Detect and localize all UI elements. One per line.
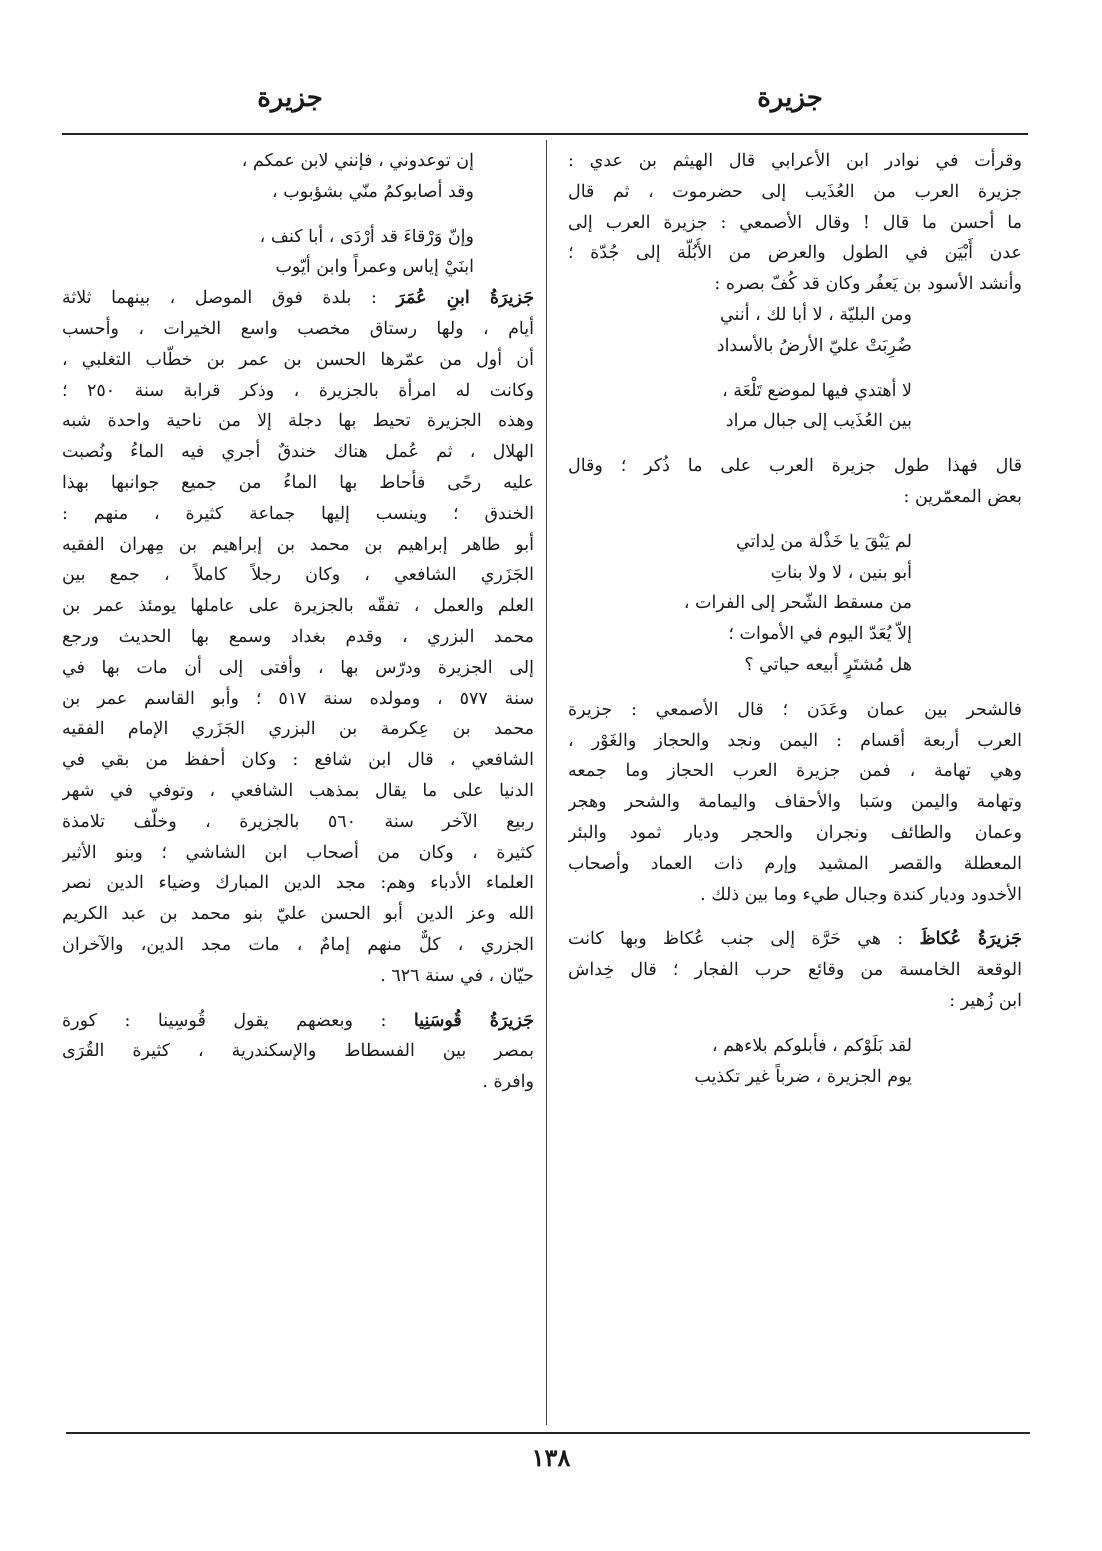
text-line: عليه رحًى فأحاط بها الماءُ من جميع جوانبها بهذا xyxy=(62,472,534,493)
entry-headword: جَزيرَةُ عُكاظَ xyxy=(919,929,1022,950)
text-line: أيام ، ولها رستاق مخصب واسع الخيرات ، وأحسب xyxy=(62,318,534,339)
text-line: قال فهذا طول جزيرة العرب على ما ذُكر ؛ وقال xyxy=(568,456,1022,477)
verse-line: إلاّ يُعَدّ اليوم في الأموات ؛ xyxy=(728,624,912,645)
text-line: محمد بن عِكرمة بن البزري الجَزَري الإمام الفقيه xyxy=(62,719,534,740)
verse-line: ابنَيْ إياس وعمراً وابن أيّوب xyxy=(275,257,474,278)
text-line: العلماء الأدباء وهم: مجد الدين المبارك وضياء الدين نصر xyxy=(62,873,534,894)
verse-line: ضُرِبَتْ عليّ الأرضُ بالأسداد xyxy=(716,335,912,356)
text-line: عدن أَبْيَن في الطول والعرض من الأُبُلّة إلى جُدّة ؛ xyxy=(568,243,1022,264)
text-line: الهلال ، ثم عُمل هناك خندقٌ أجري فيه الماءُ ونُصبت xyxy=(62,442,534,463)
text-line: أن أول من عمّرها الحسن بن عمر بن خطّاب التغلبي ، xyxy=(62,349,534,370)
text-line: الجَزَري الشافعي ، وكان رجلاً كاملاً ، جمع بين xyxy=(62,565,534,586)
text-line: الجزري ، كلٌّ منهم إمامٌ ، مات مجد الدين، والآخران xyxy=(62,934,534,955)
verse-line: ومن البليّة ، لا أبا لك ، أنني xyxy=(719,304,912,325)
text-line: بمصر بين الفسطاط والإسكندرية ، كثيرة القُرَى xyxy=(62,1041,534,1062)
verse xyxy=(568,300,1022,437)
text-line: فالشحر بين عمان وعَدَن ؛ قال الأصمعي : جزيرة xyxy=(568,699,1022,720)
footer-rule xyxy=(66,1432,1030,1434)
verse-line: لا أهتدي فيها لموضع تَلْعَة ، xyxy=(722,380,912,401)
entry-paragraph xyxy=(62,283,534,991)
text-line: إلى الجزيرة ودرّس بها ، وأفتى إلى أن مات بها في xyxy=(62,657,534,678)
verse xyxy=(568,527,1022,681)
verse-line: وقد أصابوكمُ منّي بشؤبوب ، xyxy=(272,181,474,202)
text-line: وهي تهامة ، فمن جزيرة العرب الحجاز وما جمعه xyxy=(568,761,1022,782)
entry-paragraph xyxy=(568,924,1022,1016)
text-line: حيّان ، في سنة ٦٢٦ . xyxy=(380,965,534,986)
verse-line: لقد بَلَوْكم ، فأبلوكم بلاءهم ، xyxy=(712,1035,912,1056)
text-line: محمد البزري ، وقدم بغداد وسمع بها الحديث ورجع xyxy=(62,626,534,647)
paragraph xyxy=(568,695,1022,911)
text-line: وقرأت في نوادر ابن الأعرابي قال الهيثم بن عدي : xyxy=(568,151,1022,171)
entry-text: : هي حَرَّة إلى جنب عُكاظ وبها كانت xyxy=(568,929,920,950)
verse xyxy=(568,1031,1022,1093)
verse-line: هل مُشتَرٍ أبيعه حياتي ؟ xyxy=(744,654,912,675)
right-column xyxy=(568,146,1022,1426)
paragraph xyxy=(568,451,1022,513)
verse-line: أبو بنين ، لا ولا بناتِ xyxy=(770,562,912,583)
entry-headword: جَزيرَةُ ابنِ عُمَرَ xyxy=(396,288,534,309)
text-line: الخندق ؛ وينسب إليها جماعة كثيرة ، منهم : xyxy=(62,503,534,524)
entry-paragraph xyxy=(62,1006,534,1098)
text-line: العرب أربعة أقسام : اليمن ونجد والحجاز والغَوْر ، xyxy=(568,730,1022,751)
text-line: وأنشد الأسود بن يَعفُر وكان قد كُفّ بصره : xyxy=(714,274,1022,295)
page-number: ١٣٨ xyxy=(531,1443,571,1472)
text-line: وكانت له امرأة بالجزيرة ، وذكر قرابة سنة ٢٥٠ ؛ xyxy=(62,380,534,401)
text-line: الله وعز الدين أبو الحسن عليّ بنو محمد بن عبد الكريم xyxy=(62,904,534,925)
running-head-left: جزيرة xyxy=(257,83,323,113)
text-line xyxy=(568,924,1022,955)
text-line: وتهامة واليمن وسَبا والأحقاف واليمامة والشحر وهجر xyxy=(568,792,1022,813)
entry-text: : بلدة فوق الموصل ، بينهما ثلاثة xyxy=(62,288,397,309)
running-head-right: جزيرة xyxy=(757,83,823,113)
column-divider xyxy=(546,140,547,1425)
header-rule xyxy=(62,133,1028,135)
verse-line: يوم الجزيرة ، ضرباً غير تكذيب xyxy=(694,1066,912,1087)
text-line: العلم والعمل ، تفقّه بالجزيرة على عاملها يومئذ عمر بن xyxy=(62,596,534,617)
text-line: أبو طاهر إبراهيم بن محمد بن إبراهيم بن مِهران الفقيه xyxy=(62,534,534,555)
verse-line: وإنّ وَرْقاءَ قد أرْدَى ، أبا كنف ، xyxy=(259,226,474,247)
verse-line: إن توعدوني ، فإنني لابن عمكم ، xyxy=(241,151,474,171)
verse-line: من مسقط الشّحر إلى الفرات ، xyxy=(683,593,912,614)
text-line: بعض المعمّرين : xyxy=(903,486,1022,507)
text-line: ما أحسن ما قال ! وقال الأصمعي : جزيرة العرب إلى xyxy=(568,212,1022,233)
text-line: وعمان والطائف ونجران والحجر وديار ثمود والبئر xyxy=(568,822,1022,843)
text-line: وافرة . xyxy=(482,1072,534,1093)
left-column xyxy=(62,146,534,1426)
text-line: ابن زُهير : xyxy=(949,990,1022,1011)
text-line xyxy=(62,1006,534,1037)
text-line: جزيرة العرب من العُذَيب إلى حضرموت ، ثم قال xyxy=(568,181,1022,202)
text-line: المعطلة والقصر المشيد وإرم ذات العماد وأصحاب xyxy=(568,853,1022,874)
entry-text: : وبعضهم يقول قُوسِينا : كورة xyxy=(62,1010,414,1031)
verse-line: لم يَبْقَ يا خَذْلة من لِداتي xyxy=(736,531,912,552)
text-line: وهذه الجزيرة تحيط بها دجلة إلا من ناحية واحدة شبه xyxy=(62,411,534,432)
text-line: ربيع الآخر سنة ٥٦٠ بالجزيرة ، وخلّف تلامذة xyxy=(62,811,534,832)
verse-line: بين العُذَيب إلى جبال مراد xyxy=(725,411,912,432)
text-line: الوقعة الخامسة من وقائع حرب الفجار ؛ قال خِداش xyxy=(568,960,1022,981)
text-line: سنة ٥٧٧ ، ومولده سنة ٥١٧ ؛ وأبو القاسم عمر بن xyxy=(62,688,534,709)
text-line: الأخدود وديار كندة وجبال طيء وما بين ذلك . xyxy=(700,884,1022,905)
text-line: الدنيا على ما يقال بمذهب الشافعي ، وتوفي في شهر xyxy=(62,780,534,801)
text-line xyxy=(62,283,534,314)
paragraph xyxy=(568,146,1022,300)
text-line: كثيرة ، وكان من أصحاب ابن الشاشي ؛ وبنو الأثير xyxy=(62,842,534,863)
entry-headword: جَزيرَةُ قُوسَنِيا xyxy=(413,1010,534,1031)
text-line: الشافعي ، قال ابن شافع : وكان أحفظ من بقي في xyxy=(62,750,534,771)
verse xyxy=(62,146,534,283)
